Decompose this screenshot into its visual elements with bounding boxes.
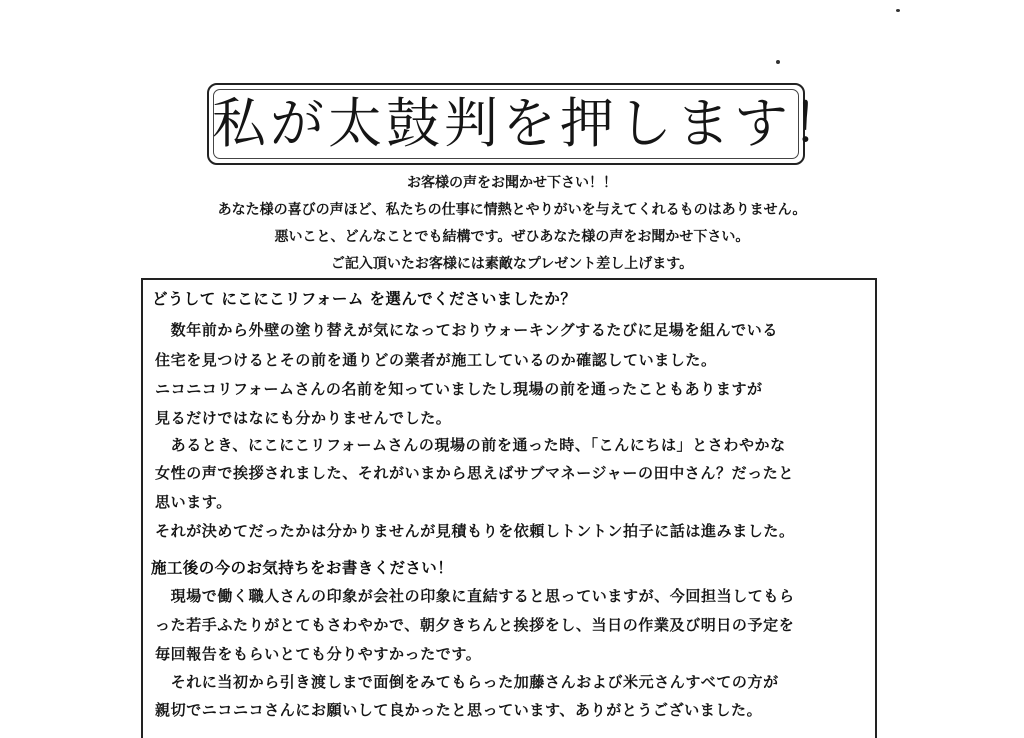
- intro-line-1: お客様の声をお聞かせ下さい！！: [407, 175, 617, 191]
- intro-line-3: 悪いこと、どんなことでも結構です。ぜひあなた様の声をお聞かせ下さい。: [274, 229, 750, 245]
- answer-1-line: 思います。: [155, 493, 232, 511]
- answer-1-line: 女性の声で挨拶されました、それがいまから思えばサブマネージャーの田中さん？だったと: [155, 464, 795, 482]
- answer-2-line: 親切でニコニコさんにお願いして良かったと思っています、ありがとうございました。: [155, 701, 763, 719]
- scan-speck: [776, 60, 780, 64]
- answer-2-line: 現場で働く職人さんの印象が会社の印象に直結すると思っていますが、今回担当してもら: [155, 587, 795, 605]
- answer-1-line: あるとき、にこにこリフォームさんの現場の前を通った時、「こんにちは」とさわやかな: [155, 436, 786, 454]
- question-2: 施工後の今のお気持ちをお書きください！: [151, 559, 454, 577]
- answer-1-line: 住宅を見つけるとその前を通りどの業者が施工しているのか確認していました。: [155, 351, 717, 369]
- answer-1-line: 見るだけではなにも分かりませんでした。: [155, 409, 452, 427]
- answer-2-line: 毎回報告をもらいとても分りやすかったです。: [155, 645, 482, 663]
- answer-1-line: ニコニコリフォームさんの名前を知っていましたし現場の前を通ったこともありますが: [155, 380, 763, 398]
- answer-1-line: それが決めてだったかは分かりませんが見積もりを依頼しトントン拍子に話は進みました。: [155, 522, 795, 540]
- answer-1-line: 数年前から外壁の塗り替えが気になっておりウォーキングするたびに足場を組んでいる: [155, 321, 778, 339]
- scan-speck: [896, 9, 900, 12]
- intro-line-4: ご記入頂いたお客様には素敵なプレゼント差し上げます。: [330, 256, 694, 272]
- question-1: どうして にこにこリフォーム を選んでくださいましたか？: [152, 290, 577, 308]
- survey-frame: [141, 278, 877, 738]
- intro-line-2: あなた様の喜びの声ほど、私たちの仕事に情熱とやりがいを与えてくれるものはありません。: [217, 202, 807, 218]
- answer-2-line: それに当初から引き渡しまで面倒をみてもらった加藤さんおよび米元さんすべての方が: [155, 673, 779, 691]
- answer-2-line: った若手ふたりがとてもさわやかで、朝夕きちんと挨拶をし、当日の作業及び明日の予定を: [155, 616, 795, 634]
- page-title: 私が太鼓判を押します！: [212, 92, 850, 155]
